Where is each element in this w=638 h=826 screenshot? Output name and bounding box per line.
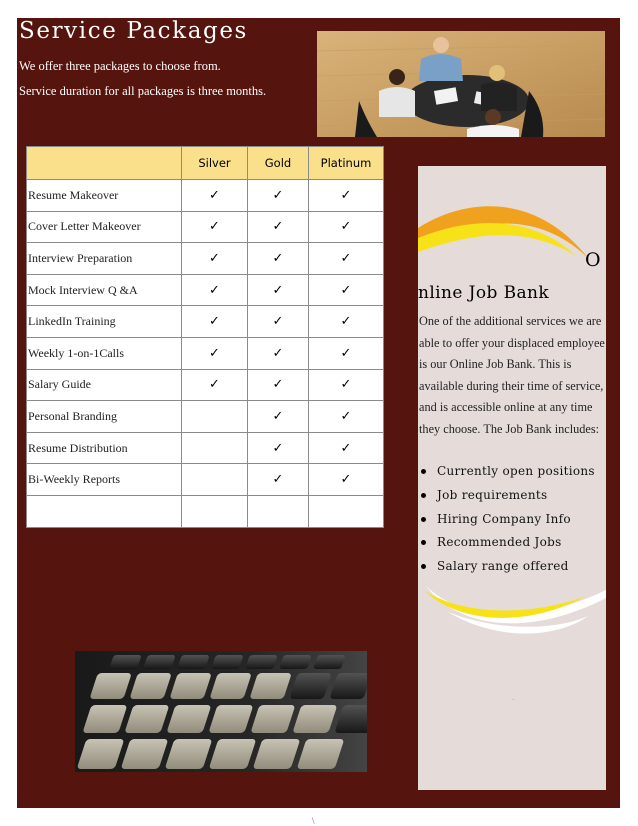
platinum-check-cell: ✓ — [309, 369, 384, 401]
panel-tiny-mark: . — [512, 693, 514, 702]
table-header-row — [27, 147, 384, 180]
table-row — [27, 401, 384, 433]
job-bank-body-line-5: and is accessible online at any time — [419, 400, 593, 414]
gold-check-cell: ✓ — [248, 464, 309, 496]
gold-check-cell: ✓ — [248, 369, 309, 401]
gold-check-cell — [248, 495, 309, 527]
keyboard-closeup-photo — [75, 651, 367, 772]
table-row — [27, 180, 384, 212]
list-item-label: Salary range offered — [437, 559, 569, 574]
package-comparison-table — [26, 146, 384, 528]
page-title: Service Packages — [19, 18, 248, 44]
silver-check-cell: ✓ — [182, 274, 248, 306]
platinum-check-cell: ✓ — [309, 180, 384, 212]
silver-check-cell: ✓ — [182, 180, 248, 212]
gold-check-cell: ✓ — [248, 211, 309, 243]
gold-check-cell: ✓ — [248, 401, 309, 433]
table-row — [27, 369, 384, 401]
list-item-label: Hiring Company Info — [437, 511, 571, 526]
footer-mark: \ — [312, 816, 315, 826]
list-item-label: Currently open positions — [437, 464, 595, 478]
bullet-icon — [421, 517, 426, 522]
silver-check-cell: ✓ — [182, 243, 248, 275]
silver-check-cell — [182, 495, 248, 527]
header-gold: Gold — [248, 147, 309, 180]
header-silver: Silver — [182, 147, 248, 180]
list-item-label: Job requirements — [437, 487, 548, 502]
table-row — [27, 211, 384, 243]
feature-cell: Personal Branding — [27, 401, 182, 433]
platinum-check-cell: ✓ — [309, 432, 384, 464]
table-row — [27, 464, 384, 496]
feature-cell: Interview Preparation — [27, 243, 182, 275]
header-feature-cell — [27, 147, 182, 180]
gold-check-cell: ✓ — [248, 243, 309, 275]
platinum-check-cell — [309, 495, 384, 527]
feature-cell: Resume Makeover — [27, 180, 182, 212]
feature-cell: Bi-Weekly Reports — [27, 464, 182, 496]
job-bank-body-line-1: One of the additional services we are — [419, 314, 602, 328]
silver-check-cell: ✓ — [182, 211, 248, 243]
gold-check-cell: ✓ — [248, 337, 309, 369]
list-item — [418, 512, 595, 536]
business-meeting-photo — [317, 31, 605, 137]
table-row — [27, 306, 384, 338]
intro-line-1: We offer three packages to choose from. — [19, 59, 221, 73]
table-row — [27, 337, 384, 369]
feature-cell: Salary Guide — [27, 369, 182, 401]
bullet-icon — [421, 540, 426, 545]
feature-cell: Cover Letter Makeover — [27, 211, 182, 243]
platinum-check-cell: ✓ — [309, 464, 384, 496]
silver-check-cell — [182, 432, 248, 464]
feature-cell: Mock Interview Q &A — [27, 274, 182, 306]
feature-cell: Weekly 1-on-1Calls — [27, 337, 182, 369]
silver-check-cell: ✓ — [182, 306, 248, 338]
platinum-check-cell: ✓ — [309, 401, 384, 433]
list-item — [418, 488, 595, 512]
table-row — [27, 495, 384, 527]
bullet-icon — [421, 564, 426, 569]
feature-cell — [27, 495, 182, 527]
platinum-check-cell: ✓ — [309, 243, 384, 275]
silver-check-cell: ✓ — [182, 369, 248, 401]
platinum-check-cell: ✓ — [309, 337, 384, 369]
table-row — [27, 432, 384, 464]
feature-cell: LinkedIn Training — [27, 306, 182, 338]
silver-check-cell: ✓ — [182, 337, 248, 369]
list-item — [418, 464, 595, 488]
job-bank-includes-list — [418, 464, 595, 583]
silver-check-cell — [182, 401, 248, 433]
bullet-icon — [421, 493, 426, 498]
gold-check-cell: ✓ — [248, 306, 309, 338]
job-bank-body-line-4: available during their time of service, — [419, 379, 604, 393]
list-item — [418, 535, 595, 559]
job-bank-body-line-6: they choose. The Job Bank includes: — [419, 422, 600, 436]
silver-check-cell — [182, 464, 248, 496]
gold-check-cell: ✓ — [248, 274, 309, 306]
job-bank-body-line-2: able to offer your displaced employee — [419, 336, 605, 350]
list-item-label: Recommended Jobs — [437, 535, 562, 550]
header-platinum: Platinum — [309, 147, 384, 180]
gold-check-cell: ✓ — [248, 180, 309, 212]
job-bank-body-line-3: is our Online Job Bank. This is — [419, 357, 572, 371]
feature-cell: Resume Distribution — [27, 432, 182, 464]
platinum-check-cell: ✓ — [309, 274, 384, 306]
list-item — [418, 559, 595, 583]
table-row — [27, 274, 384, 306]
intro-line-2: Service duration for all packages is three months. — [19, 84, 267, 98]
platinum-check-cell: ✓ — [309, 211, 384, 243]
job-bank-title: nline Job Bank — [418, 283, 550, 303]
table-row — [27, 243, 384, 275]
bullet-icon — [421, 469, 426, 474]
platinum-check-cell: ✓ — [309, 306, 384, 338]
job-bank-drop-cap: O — [585, 249, 601, 271]
gold-check-cell: ✓ — [248, 432, 309, 464]
